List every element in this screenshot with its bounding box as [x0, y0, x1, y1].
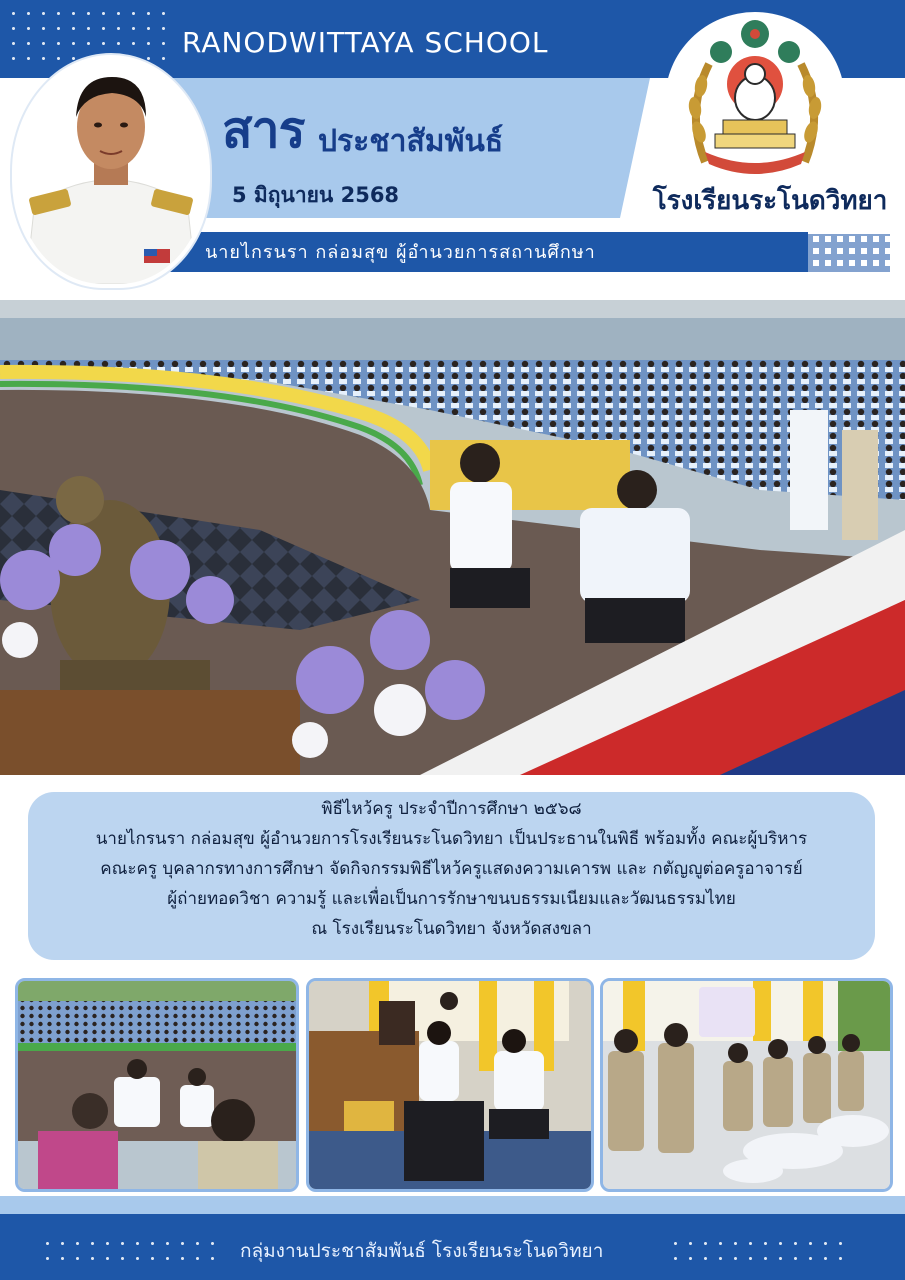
caption-line: นายไกรนรา กล่อมสุข ผู้อำนวยการโรงเรียนระโนดวิทยา เป็นประธานในพิธี พร้อมทั้ง คณะผู้บริหาร: [95, 829, 808, 849]
main-ceremony-photo: [0, 300, 905, 775]
director-name-text: นายไกรนรา กล่อมสุข ผู้อำนวยการสถานศึกษา: [205, 242, 596, 263]
school-emblem-icon: [665, 12, 845, 190]
footer-accent: [0, 1196, 905, 1214]
gallery-photo-1: [15, 978, 299, 1192]
assembly-scene-illustration: [18, 981, 296, 1189]
caption-line: ณ โรงเรียนระโนดวิทยา จังหวัดสงขลา: [311, 919, 592, 939]
school-name-english: RANODWITTAYA SCHOOL: [182, 26, 549, 59]
ceremony-scene-illustration: [0, 300, 905, 775]
portrait-illustration: [16, 59, 206, 284]
caption-line: ผู้ถ่ายทอดวิชา ความรู้ และเพื่อเป็นการรักษาขนบธรรมเนียมและวัฒนธรรมไทย: [167, 889, 736, 909]
footer-credit: กลุ่มงานประชาสัมพันธ์ โรงเรียนระโนดวิทยา: [240, 1240, 604, 1262]
gallery-photo-2: [306, 978, 594, 1192]
school-logo: [665, 12, 845, 190]
teachers-scene-illustration: [603, 981, 890, 1189]
shrine-scene-illustration: [309, 981, 591, 1189]
caption-line: คณะครู บุคลากรทางการศึกษา จัดกิจกรรมพิธีไหว้ครูแสดงความเคารพ และ กตัญญูต่อครูอาจารย์: [100, 859, 803, 879]
gallery-photo-3: [600, 978, 893, 1192]
caption-title: พิธีไหว้ครู ประจำปีการศึกษา ๒๕๖๘: [321, 799, 582, 819]
caption-box: [28, 792, 875, 960]
director-portrait: [12, 55, 210, 288]
newsletter-title: ประชาสัมพันธ์: [318, 124, 504, 159]
dot-pattern: [668, 1236, 848, 1272]
newsletter-title-prefix: สาร: [222, 101, 305, 159]
school-name-thai: โรงเรียนระโนดวิทยา: [652, 186, 888, 216]
issue-date: 5 มิถุนายน 2568: [232, 183, 400, 207]
pixel-pattern-decoration: [795, 234, 890, 272]
dot-pattern: [40, 1236, 220, 1272]
